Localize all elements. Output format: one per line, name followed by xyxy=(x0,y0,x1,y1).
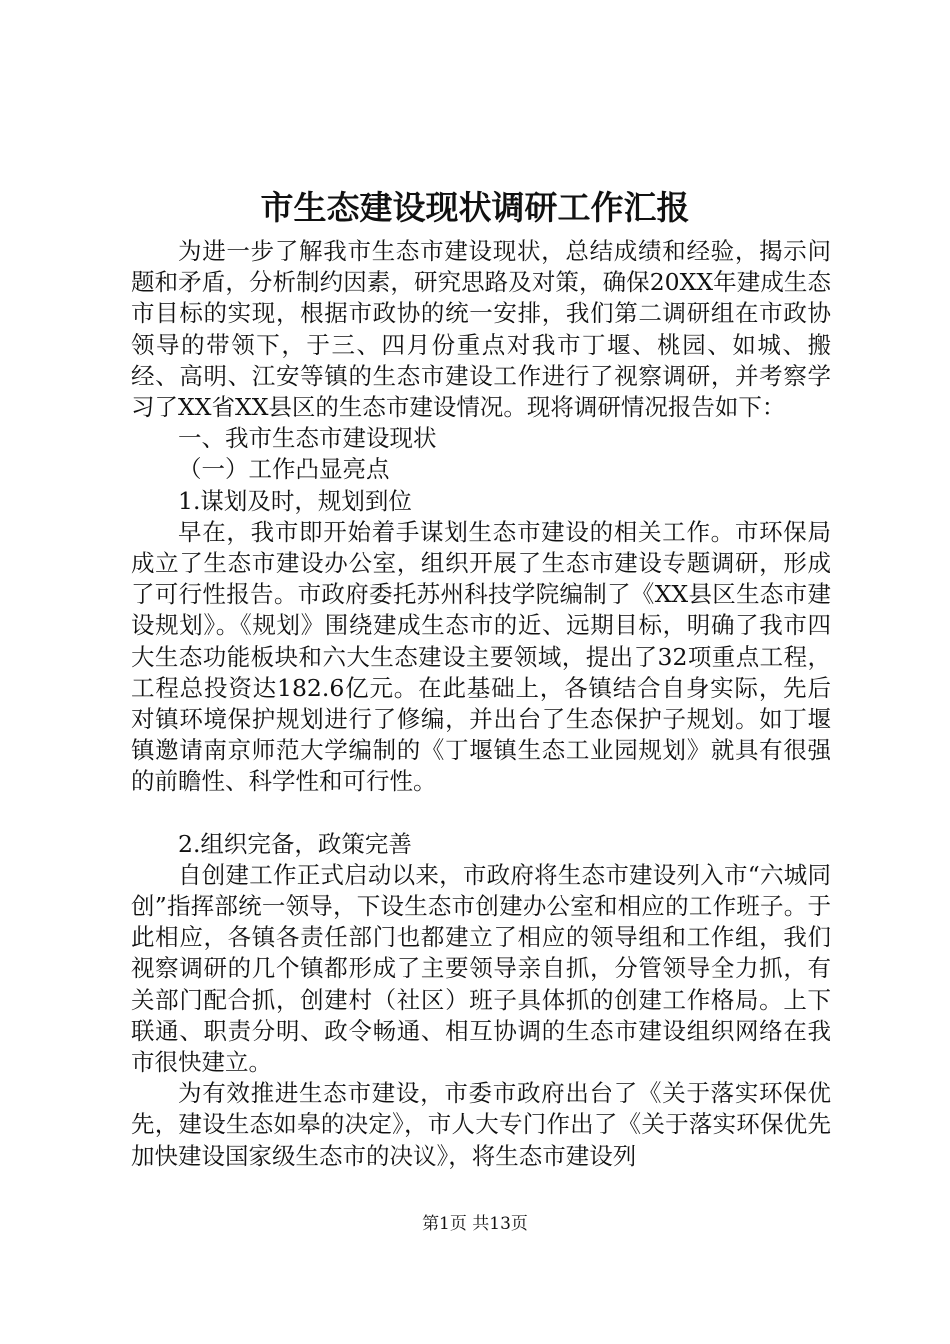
section-heading: 一、我市生态市建设现状 xyxy=(178,424,437,453)
page-footer: 第1页 共13页 xyxy=(422,1214,528,1234)
body-paragraph: 为有效推进生态市建设，市委市政府出台了《关于落实环保优先，建设生态如皋的决定》，市人大专门作出了《关于落实环保优先加快建设国家级生态市的决议》，将生态市建设列 xyxy=(131,1079,831,1170)
subsection-heading: （一）工作凸显亮点 xyxy=(178,455,390,484)
document-title: 市生态建设现状调研工作汇报 xyxy=(260,188,690,227)
intro-paragraph: 为进一步了解我市生态市建设现状，总结成绩和经验，揭示问题和矛盾，分析制约因素，研究思路及对策，确保20XX年建成生态市目标的实现，根据市政协的统一安排，我们第二调研组在市政协领导的带领下，于三、四月份重点对我市丁堰、桃园、如城、搬经、高明、江安等镇的生态市建设工作进行了视察调研，并考察学习了XX省XX县区的生态市建设情况。现将调研情况报告如下： xyxy=(131,237,831,422)
body-paragraph: 早在，我市即开始着手谋划生态市建设的相关工作。市环保局成立了生态市建设办公室，组织开展了生态市建设专题调研，形成了可行性报告。市政府委托苏州科技学院编制了《XX县区生态市建设规划》。《规划》围绕建成生态市的近、远期目标，明确了我市四大生态功能板块和六大生态建设主要领域，提出了32项重点工程，工程总投资达182.6亿元。在此基础上，各镇结合自身实际，先后对镇环境保护规划进行了修编，并出台了生态保护子规划。如丁堰镇邀请南京师范大学编制的《丁堰镇生态工业园规划》就具有很强的前瞻性、科学性和可行性。 xyxy=(131,517,831,796)
paragraph-gap xyxy=(131,798,831,829)
body-paragraph: 自创建工作正式启动以来，市政府将生态市建设列入市“六城同创”指挥部统一领导，下设生态市创建办公室和相应的工作班子。于此相应，各镇各责任部门也都建立了相应的领导组和工作组，我们视察调研的几个镇都形成了主要领导亲自抓，分管领导全力抓，有关部门配合抓，创建村（社区）班子具体抓的创建工作格局。上下联通、职责分明、政令畅通、相互协调的生态市建设组织网络在我市很快建立。 xyxy=(131,860,831,1077)
item-heading: 2.组织完备，政策完善 xyxy=(178,829,412,858)
document-body xyxy=(131,236,831,1172)
item-heading: 1.谋划及时，规划到位 xyxy=(178,486,412,515)
